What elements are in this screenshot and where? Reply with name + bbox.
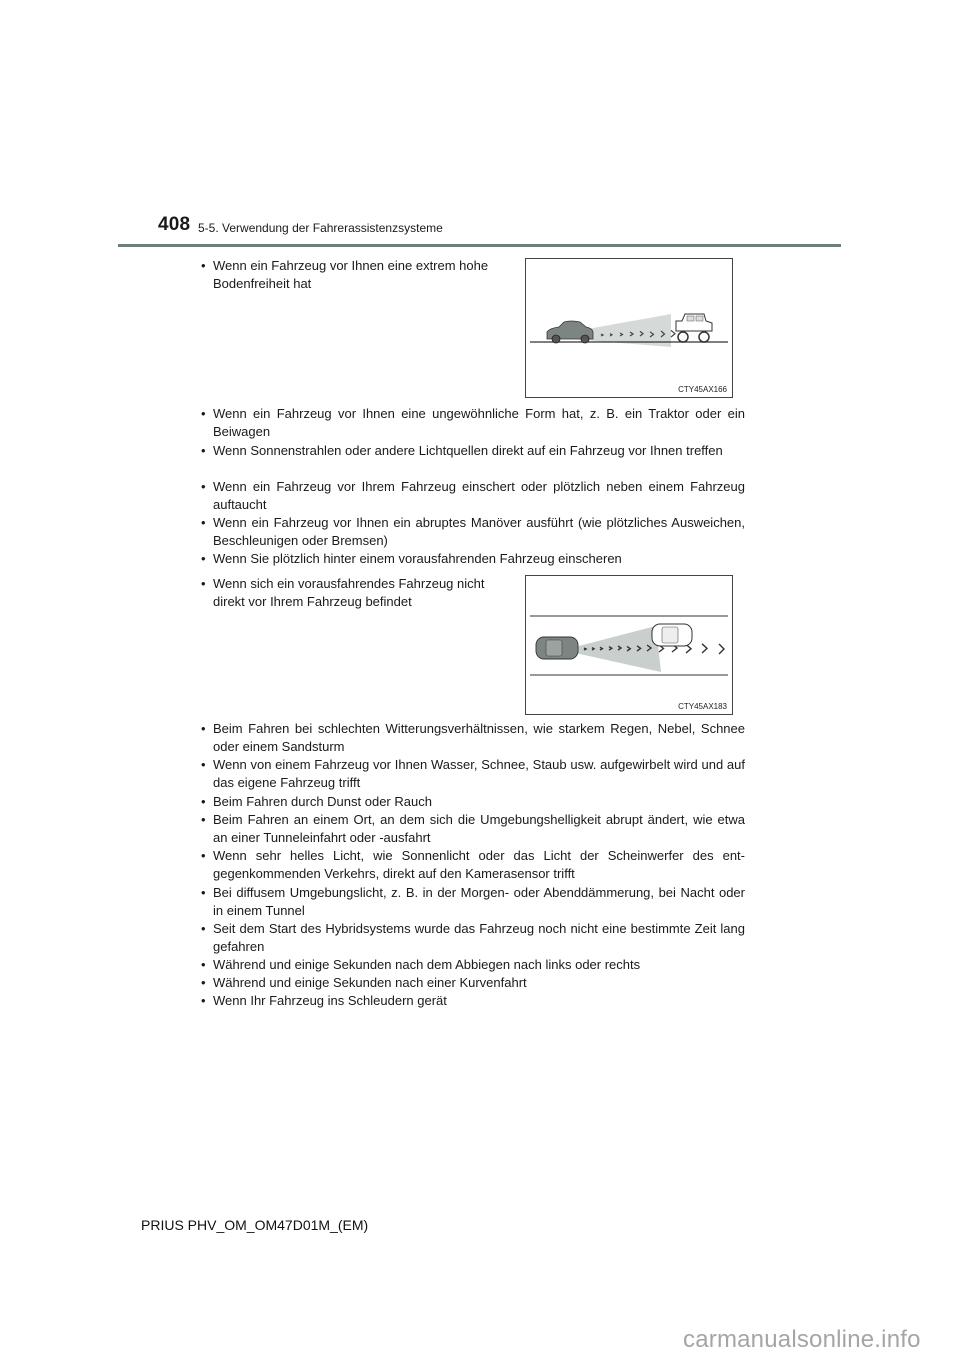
figure-caption: CTY45AX183 [678, 702, 727, 711]
bullet-dot: • [201, 957, 206, 972]
bullet-dot: • [201, 812, 206, 827]
list-item [201, 550, 745, 568]
list-item-text: Wenn ein Fahrzeug vor Ihrem Fahrzeug einschert oder plötzlich neben einem Fahrzeug auftaucht [213, 479, 745, 513]
list-item [201, 992, 745, 1010]
bullet-dot: • [201, 479, 206, 494]
list-item-text: Wenn Ihr Fahrzeug ins Schleudern gerät [213, 993, 447, 1008]
bullet-dot: • [201, 515, 206, 530]
bullet-dot: • [201, 993, 206, 1008]
list-item [201, 974, 745, 992]
footer-document-id: PRIUS PHV_OM_OM47D01M_(EM) [141, 1217, 369, 1233]
list-item-text: Beim Fahren bei schlechten Witterungsverhältnissen, wie starkem Regen, Nebel, Schnee oder einem Sandsturm [213, 721, 745, 755]
bullet-high-clearance [201, 257, 513, 294]
list-item-text: Seit dem Start des Hybridsystems wurde das Fahrzeug noch nicht eine bestimmte Zeit lang gefahren [213, 921, 745, 955]
list-item [201, 756, 745, 793]
list-item [201, 793, 745, 811]
bullet-dot: • [201, 848, 206, 863]
list-item [201, 884, 745, 921]
bullet-offset-vehicle [201, 575, 513, 612]
list-item [201, 478, 745, 515]
bullet-text: Wenn ein Fahrzeug vor Ihnen eine extrem hohe Bodenfreiheit hat [213, 258, 489, 292]
list-item [201, 442, 745, 460]
bullet-dot: • [201, 258, 206, 273]
list-item-text: Wenn ein Fahrzeug vor Ihnen eine ungewöhnliche Form hat, z. B. ein Traktor oder ein Beiwagen [213, 406, 745, 440]
illustration-offset-vehicle [526, 576, 732, 714]
bullet-dot: • [201, 794, 206, 809]
list-item-text: Wenn Sie plötzlich hinter einem vorausfahrenden Fahrzeug einscheren [213, 551, 622, 566]
list-item-text: Während und einige Sekunden nach dem Abbiegen nach links oder rechts [213, 957, 641, 972]
list-item-text: Bei diffusem Umgebungslicht, z. B. in der Morgen- oder Abenddämmerung, bei Nacht oder in einem Tunnel [213, 885, 745, 919]
illustration-high-clearance-vehicle [526, 259, 732, 397]
page-number: 408 [158, 214, 191, 235]
bullet-dot: • [201, 721, 206, 736]
list-item [201, 405, 745, 442]
bullet-dot: • [201, 576, 206, 591]
list-item [201, 956, 745, 974]
list-item [201, 514, 745, 551]
bullet-dot: • [201, 757, 206, 772]
section-title: 5-5. Verwendung der Fahrerassistenzsysteme [198, 221, 443, 235]
list-item [201, 920, 745, 957]
bullet-dot: • [201, 551, 206, 566]
bullet-dot: • [201, 443, 206, 458]
list-item-text: Wenn ein Fahrzeug vor Ihnen ein abruptes Manöver ausführt (wie plötzliches Ausweichen, Beschleunigen oder Bremsen) [213, 515, 745, 549]
list-item-text: Beim Fahren an einem Ort, an dem sich die Umgebungshelligkeit abrupt ändert, wie etwa an einer Tunneleinfahrt oder -ausfahrt [213, 812, 745, 846]
header-rule [118, 244, 841, 247]
list-item [201, 720, 745, 757]
bullet-dot: • [201, 406, 206, 421]
figure-high-clearance [525, 258, 733, 398]
list-item [201, 847, 745, 884]
bullet-dot: • [201, 885, 206, 900]
list-item-text: Wenn sehr helles Licht, wie Sonnenlicht oder das Licht der Scheinwerfer des ent-gegenkommenden Verkehrs, direkt auf den Kamerasensor trifft [213, 848, 745, 882]
bullet-dot: • [201, 975, 206, 990]
list-item-text: Wenn von einem Fahrzeug vor Ihnen Wasser, Schnee, Staub usw. aufgewirbelt wird und auf das eigene Fahrzeug trifft [213, 757, 745, 791]
watermark-link[interactable]: carmanualsonline.info [683, 1326, 921, 1353]
list-item-text: Wenn Sonnenstrahlen oder andere Lichtquellen direkt auf ein Fahrzeug vor Ihnen treffen [213, 443, 723, 458]
figure-offset-vehicle [525, 575, 733, 715]
list-item-text: Beim Fahren durch Dunst oder Rauch [213, 794, 432, 809]
list-item [201, 811, 745, 848]
list-item-text: Während und einige Sekunden nach einer Kurvenfahrt [213, 975, 527, 990]
bullet-text: Wenn sich ein vorausfahrendes Fahrzeug nicht direkt vor Ihrem Fahrzeug befindet [213, 576, 485, 610]
bullet-dot: • [201, 921, 206, 936]
figure-caption: CTY45AX166 [678, 385, 727, 394]
